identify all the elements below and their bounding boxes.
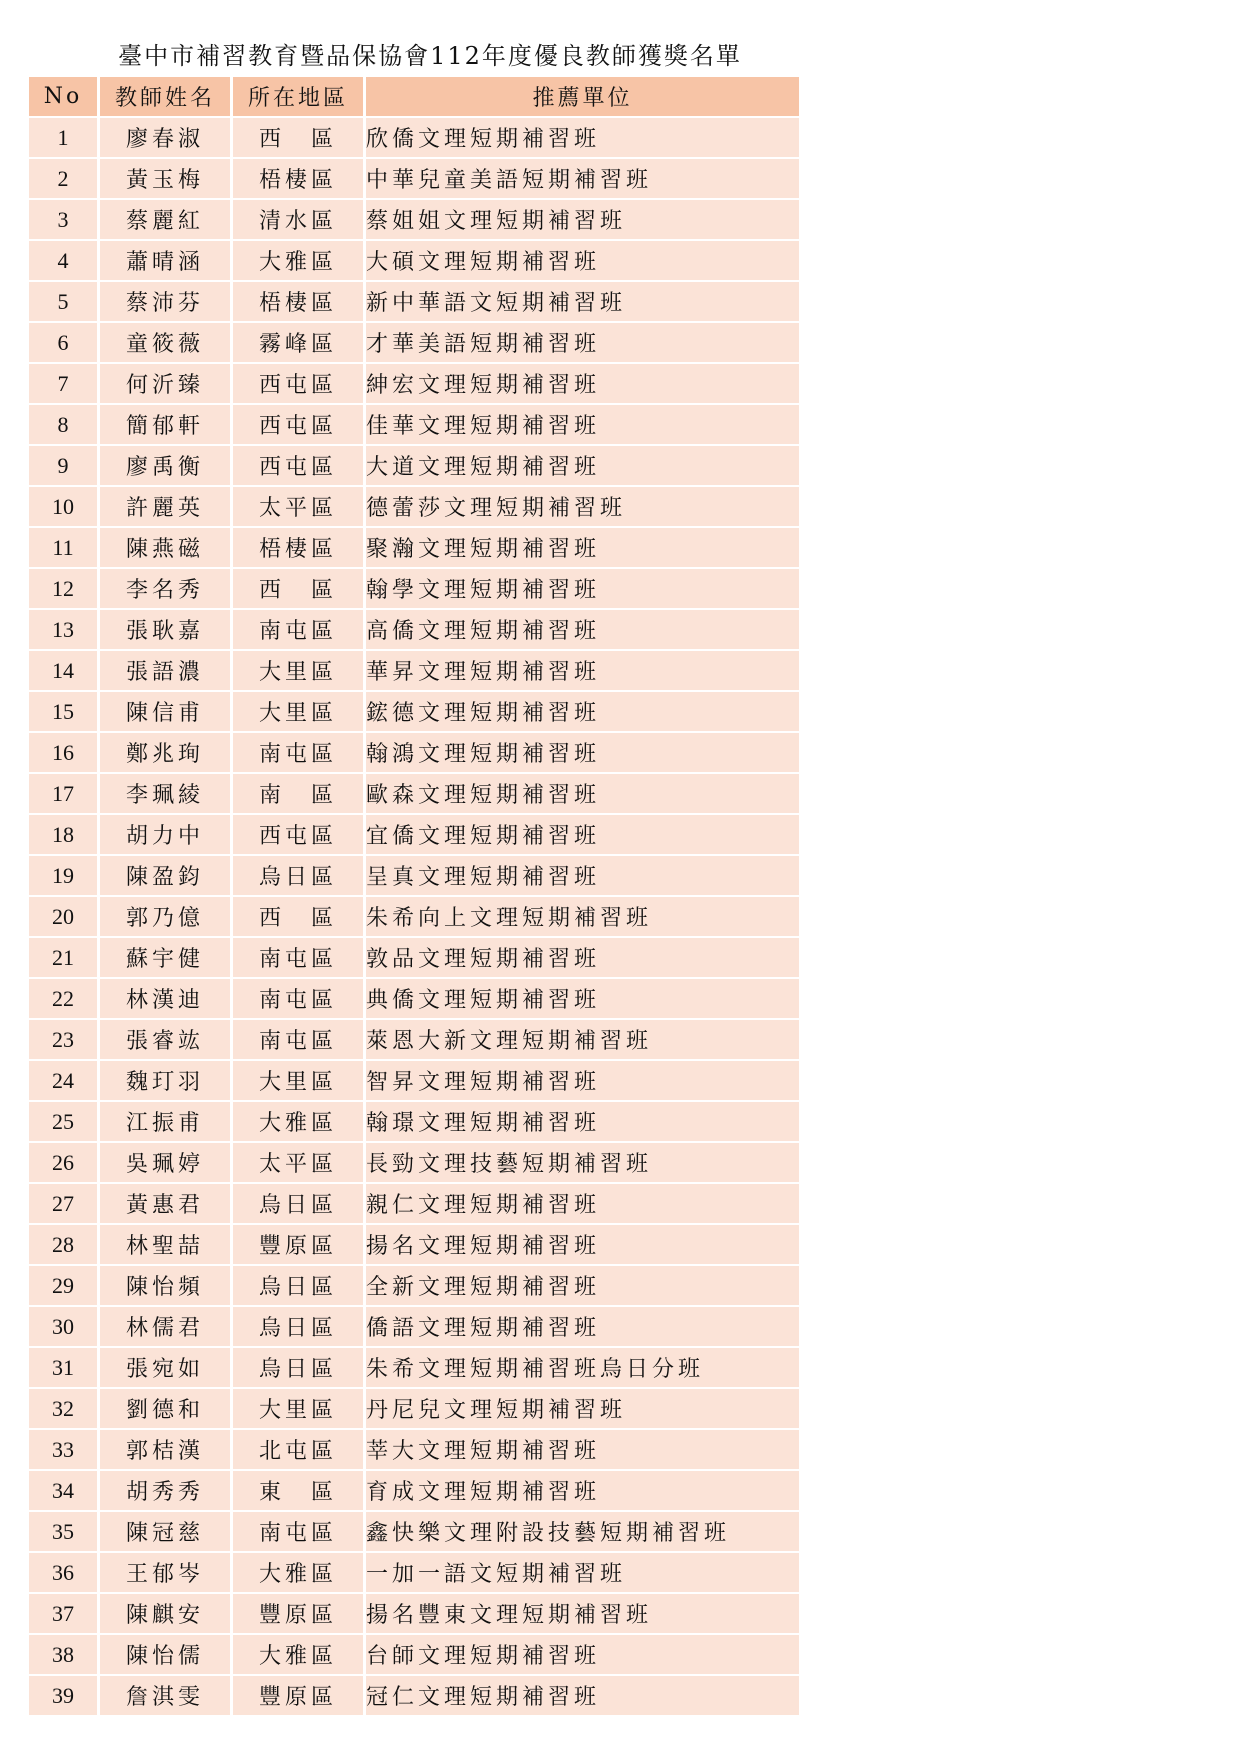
cell-district: 西屯區 (233, 815, 366, 856)
table-row (29, 1348, 799, 1389)
cell-district: 大里區 (233, 692, 366, 733)
cell-recommending-unit: 新中華語文短期補習班 (366, 282, 799, 323)
table-row (29, 569, 799, 610)
cell-no: 26 (29, 1143, 100, 1184)
cell-district: 西 區 (233, 569, 366, 610)
cell-recommending-unit: 欣僑文理短期補習班 (366, 118, 799, 159)
table-row (29, 364, 799, 405)
cell-no: 8 (29, 405, 100, 446)
cell-teacher-name: 廖禹衡 (100, 446, 233, 487)
cell-recommending-unit: 鑫快樂文理附設技藝短期補習班 (366, 1512, 799, 1553)
table-row (29, 733, 799, 774)
cell-teacher-name: 李名秀 (100, 569, 233, 610)
cell-recommending-unit: 冠仁文理短期補習班 (366, 1676, 799, 1717)
table-row (29, 446, 799, 487)
cell-no: 5 (29, 282, 100, 323)
table-row (29, 897, 799, 938)
cell-recommending-unit: 翰學文理短期補習班 (366, 569, 799, 610)
cell-district: 西屯區 (233, 446, 366, 487)
cell-no: 3 (29, 200, 100, 241)
cell-no: 10 (29, 487, 100, 528)
cell-no: 30 (29, 1307, 100, 1348)
cell-teacher-name: 張宛如 (100, 1348, 233, 1389)
cell-district: 西屯區 (233, 405, 366, 446)
cell-no: 4 (29, 241, 100, 282)
cell-recommending-unit: 聚瀚文理短期補習班 (366, 528, 799, 569)
cell-district: 南屯區 (233, 979, 366, 1020)
cell-no: 19 (29, 856, 100, 897)
cell-district: 梧棲區 (233, 282, 366, 323)
cell-recommending-unit: 丹尼兒文理短期補習班 (366, 1389, 799, 1430)
cell-teacher-name: 陳怡儒 (100, 1635, 233, 1676)
cell-recommending-unit: 親仁文理短期補習班 (366, 1184, 799, 1225)
cell-recommending-unit: 紳宏文理短期補習班 (366, 364, 799, 405)
cell-no: 11 (29, 528, 100, 569)
cell-district: 大雅區 (233, 1102, 366, 1143)
cell-district: 北屯區 (233, 1430, 366, 1471)
cell-teacher-name: 詹淇雯 (100, 1676, 233, 1717)
cell-district: 南屯區 (233, 1512, 366, 1553)
table-row (29, 774, 799, 815)
table-row (29, 1389, 799, 1430)
cell-district: 太平區 (233, 487, 366, 528)
table-row (29, 1102, 799, 1143)
table-row (29, 815, 799, 856)
cell-district: 烏日區 (233, 1348, 366, 1389)
cell-recommending-unit: 典僑文理短期補習班 (366, 979, 799, 1020)
cell-no: 13 (29, 610, 100, 651)
cell-no: 36 (29, 1553, 100, 1594)
cell-recommending-unit: 朱希向上文理短期補習班 (366, 897, 799, 938)
table-row (29, 856, 799, 897)
cell-teacher-name: 林聖喆 (100, 1225, 233, 1266)
cell-recommending-unit: 一加一語文短期補習班 (366, 1553, 799, 1594)
cell-district: 東 區 (233, 1471, 366, 1512)
cell-teacher-name: 蔡沛芬 (100, 282, 233, 323)
cell-no: 20 (29, 897, 100, 938)
cell-district: 大雅區 (233, 1635, 366, 1676)
cell-recommending-unit: 大碩文理短期補習班 (366, 241, 799, 282)
table-row (29, 610, 799, 651)
cell-recommending-unit: 莘大文理短期補習班 (366, 1430, 799, 1471)
column-header-unit: 推薦單位 (366, 77, 799, 118)
cell-teacher-name: 吳珮婷 (100, 1143, 233, 1184)
table-body (29, 118, 799, 1717)
cell-teacher-name: 張語濃 (100, 651, 233, 692)
table-row (29, 1471, 799, 1512)
cell-district: 太平區 (233, 1143, 366, 1184)
cell-no: 14 (29, 651, 100, 692)
table-row (29, 651, 799, 692)
cell-district: 烏日區 (233, 1266, 366, 1307)
table-row (29, 159, 799, 200)
table-row (29, 487, 799, 528)
cell-no: 1 (29, 118, 100, 159)
header-row (29, 77, 799, 118)
cell-recommending-unit: 翰璟文理短期補習班 (366, 1102, 799, 1143)
table-row (29, 1225, 799, 1266)
cell-teacher-name: 陳信甫 (100, 692, 233, 733)
table-row (29, 1184, 799, 1225)
cell-teacher-name: 陳冠慈 (100, 1512, 233, 1553)
cell-teacher-name: 黃玉梅 (100, 159, 233, 200)
table-row (29, 1594, 799, 1635)
table-row (29, 692, 799, 733)
cell-district: 豐原區 (233, 1594, 366, 1635)
cell-district: 豐原區 (233, 1225, 366, 1266)
cell-no: 15 (29, 692, 100, 733)
table-row (29, 200, 799, 241)
table-row (29, 1512, 799, 1553)
table-row (29, 405, 799, 446)
cell-recommending-unit: 台師文理短期補習班 (366, 1635, 799, 1676)
cell-district: 大里區 (233, 1061, 366, 1102)
table-row (29, 118, 799, 159)
cell-recommending-unit: 德蕾莎文理短期補習班 (366, 487, 799, 528)
cell-teacher-name: 王郁岑 (100, 1553, 233, 1594)
cell-recommending-unit: 高僑文理短期補習班 (366, 610, 799, 651)
table-row (29, 938, 799, 979)
cell-no: 37 (29, 1594, 100, 1635)
cell-recommending-unit: 敦品文理短期補習班 (366, 938, 799, 979)
cell-recommending-unit: 鋐德文理短期補習班 (366, 692, 799, 733)
table-row (29, 282, 799, 323)
cell-no: 28 (29, 1225, 100, 1266)
cell-teacher-name: 張睿竑 (100, 1020, 233, 1061)
cell-teacher-name: 童筱薇 (100, 323, 233, 364)
cell-district: 清水區 (233, 200, 366, 241)
cell-teacher-name: 何沂臻 (100, 364, 233, 405)
table-row (29, 528, 799, 569)
table-row (29, 1020, 799, 1061)
cell-recommending-unit: 揚名豐東文理短期補習班 (366, 1594, 799, 1635)
table-row (29, 323, 799, 364)
cell-no: 21 (29, 938, 100, 979)
cell-teacher-name: 簡郁軒 (100, 405, 233, 446)
column-header-name: 教師姓名 (100, 77, 233, 118)
cell-district: 西 區 (233, 897, 366, 938)
cell-district: 西屯區 (233, 364, 366, 405)
cell-district: 梧棲區 (233, 528, 366, 569)
cell-no: 18 (29, 815, 100, 856)
cell-teacher-name: 江振甫 (100, 1102, 233, 1143)
table-row (29, 1635, 799, 1676)
cell-recommending-unit: 宜僑文理短期補習班 (366, 815, 799, 856)
cell-recommending-unit: 全新文理短期補習班 (366, 1266, 799, 1307)
cell-district: 霧峰區 (233, 323, 366, 364)
cell-no: 17 (29, 774, 100, 815)
table-row (29, 241, 799, 282)
cell-recommending-unit: 朱希文理短期補習班烏日分班 (366, 1348, 799, 1389)
cell-no: 34 (29, 1471, 100, 1512)
cell-recommending-unit: 萊恩大新文理短期補習班 (366, 1020, 799, 1061)
cell-teacher-name: 李珮綾 (100, 774, 233, 815)
table-row (29, 1430, 799, 1471)
cell-teacher-name: 林儒君 (100, 1307, 233, 1348)
cell-teacher-name: 許麗英 (100, 487, 233, 528)
cell-teacher-name: 陳燕磁 (100, 528, 233, 569)
cell-recommending-unit: 揚名文理短期補習班 (366, 1225, 799, 1266)
cell-no: 38 (29, 1635, 100, 1676)
cell-recommending-unit: 育成文理短期補習班 (366, 1471, 799, 1512)
cell-teacher-name: 張耿嘉 (100, 610, 233, 651)
cell-teacher-name: 郭桔漢 (100, 1430, 233, 1471)
cell-district: 大里區 (233, 651, 366, 692)
cell-district: 南屯區 (233, 1020, 366, 1061)
table-row (29, 1307, 799, 1348)
column-header-no: No (29, 77, 100, 118)
cell-teacher-name: 黃惠君 (100, 1184, 233, 1225)
cell-district: 南 區 (233, 774, 366, 815)
cell-no: 31 (29, 1348, 100, 1389)
cell-district: 烏日區 (233, 856, 366, 897)
cell-district: 大里區 (233, 1389, 366, 1430)
cell-teacher-name: 陳盈鈞 (100, 856, 233, 897)
cell-recommending-unit: 中華兒童美語短期補習班 (366, 159, 799, 200)
cell-recommending-unit: 大道文理短期補習班 (366, 446, 799, 487)
cell-district: 大雅區 (233, 1553, 366, 1594)
cell-no: 16 (29, 733, 100, 774)
cell-no: 25 (29, 1102, 100, 1143)
cell-teacher-name: 郭乃億 (100, 897, 233, 938)
cell-teacher-name: 蔡麗紅 (100, 200, 233, 241)
cell-no: 32 (29, 1389, 100, 1430)
cell-no: 29 (29, 1266, 100, 1307)
cell-teacher-name: 劉德和 (100, 1389, 233, 1430)
cell-recommending-unit: 智昇文理短期補習班 (366, 1061, 799, 1102)
table-row (29, 1553, 799, 1594)
cell-recommending-unit: 呈真文理短期補習班 (366, 856, 799, 897)
cell-recommending-unit: 佳華文理短期補習班 (366, 405, 799, 446)
cell-district: 南屯區 (233, 610, 366, 651)
cell-recommending-unit: 華昇文理短期補習班 (366, 651, 799, 692)
cell-no: 2 (29, 159, 100, 200)
table-row (29, 979, 799, 1020)
cell-no: 39 (29, 1676, 100, 1717)
column-header-district: 所在地區 (233, 77, 366, 118)
cell-teacher-name: 蕭晴涵 (100, 241, 233, 282)
cell-district: 豐原區 (233, 1676, 366, 1717)
cell-teacher-name: 陳怡頻 (100, 1266, 233, 1307)
cell-district: 西 區 (233, 118, 366, 159)
cell-teacher-name: 鄭兆珣 (100, 733, 233, 774)
cell-teacher-name: 蘇宇健 (100, 938, 233, 979)
cell-no: 9 (29, 446, 100, 487)
table-row (29, 1676, 799, 1717)
cell-teacher-name: 廖春淑 (100, 118, 233, 159)
cell-recommending-unit: 歐森文理短期補習班 (366, 774, 799, 815)
cell-no: 7 (29, 364, 100, 405)
cell-teacher-name: 胡秀秀 (100, 1471, 233, 1512)
cell-teacher-name: 林漢迪 (100, 979, 233, 1020)
table-row (29, 1061, 799, 1102)
award-table (29, 77, 799, 1717)
cell-recommending-unit: 才華美語短期補習班 (366, 323, 799, 364)
cell-no: 24 (29, 1061, 100, 1102)
table-row (29, 1266, 799, 1307)
table-row (29, 1143, 799, 1184)
cell-teacher-name: 魏玎羽 (100, 1061, 233, 1102)
cell-district: 梧棲區 (233, 159, 366, 200)
table-header (29, 77, 799, 118)
cell-recommending-unit: 僑語文理短期補習班 (366, 1307, 799, 1348)
cell-no: 35 (29, 1512, 100, 1553)
cell-no: 33 (29, 1430, 100, 1471)
cell-recommending-unit: 蔡姐姐文理短期補習班 (366, 200, 799, 241)
document-title: 臺中市補習教育暨品保協會112年度優良教師獲獎名單 (118, 42, 742, 70)
cell-district: 南屯區 (233, 938, 366, 979)
cell-recommending-unit: 長勁文理技藝短期補習班 (366, 1143, 799, 1184)
cell-district: 烏日區 (233, 1307, 366, 1348)
cell-no: 27 (29, 1184, 100, 1225)
cell-no: 22 (29, 979, 100, 1020)
cell-recommending-unit: 翰鴻文理短期補習班 (366, 733, 799, 774)
cell-teacher-name: 陳麒安 (100, 1594, 233, 1635)
cell-no: 6 (29, 323, 100, 364)
cell-teacher-name: 胡力中 (100, 815, 233, 856)
cell-no: 12 (29, 569, 100, 610)
cell-district: 南屯區 (233, 733, 366, 774)
cell-district: 烏日區 (233, 1184, 366, 1225)
cell-no: 23 (29, 1020, 100, 1061)
cell-district: 大雅區 (233, 241, 366, 282)
